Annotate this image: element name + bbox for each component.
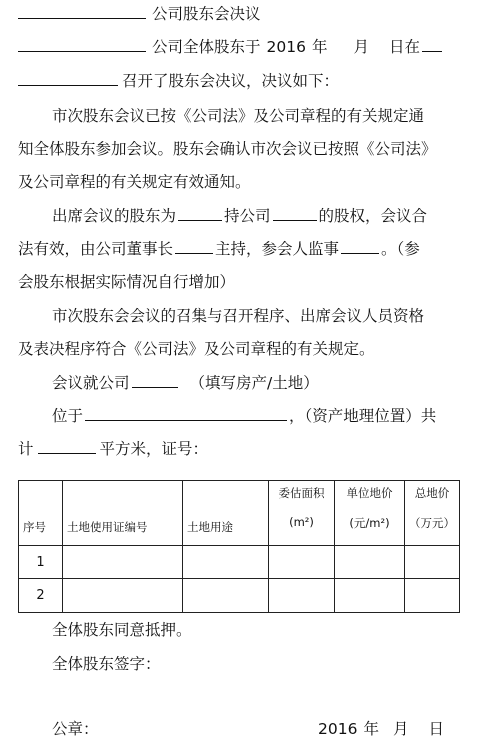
use-cell[interactable] (183, 579, 269, 613)
header-cert: 土地使用证编号 (63, 481, 183, 546)
place-blank (422, 37, 442, 52)
unit-price-cell[interactable] (335, 546, 405, 579)
land-table (18, 480, 460, 613)
para3-line2: 及表决程序符合《公司法》及公司章程的有关规定。 (18, 340, 375, 358)
supervisor-blank (341, 239, 379, 254)
consent-line: 全体股东同意抵押。 (52, 621, 192, 639)
unit-price-cell[interactable] (335, 579, 405, 613)
company-name-blank (18, 4, 146, 19)
header-total-price: 总地价 （万元） (405, 481, 460, 546)
doc-title: 公司股东会决议 (152, 5, 261, 23)
para6-line: 计 平方米，证号： (18, 440, 209, 458)
cert-cell[interactable] (63, 546, 183, 579)
signature-line: 全体股东签字： (52, 655, 161, 673)
title-line (0, 4, 483, 24)
row-seq: 1 (19, 546, 63, 579)
shareholder-blank (178, 206, 222, 221)
para2-line3: 会股东根据实际情况自行增加） (18, 273, 236, 291)
share-percent-blank (273, 206, 317, 221)
meeting-date-line: 公司全体股东于 2016 年 月 日在 (0, 37, 483, 57)
area-cell[interactable] (269, 579, 335, 613)
area-blank (38, 439, 96, 454)
row-seq: 2 (19, 579, 63, 613)
total-price-cell[interactable] (405, 579, 460, 613)
para4-line: 会议就公司 （填写房产/土地） (52, 374, 319, 392)
asset-type-blank (132, 373, 178, 388)
header-use: 土地用途 (183, 481, 269, 546)
para2-line2: 法有效，由公司董事长 主持，参会人监事 。（参 (18, 240, 420, 258)
para1-line3: 及公司章程的有关规定有效通知。 (18, 173, 251, 191)
chairman-blank (175, 239, 213, 254)
use-cell[interactable] (183, 546, 269, 579)
para2-line1: 出席会议的股东为 持公司 的股权，会议合 (52, 207, 428, 225)
meeting-held-line: 召开了股东会决议，决议如下： (0, 71, 483, 91)
header-seq: 序号 (19, 481, 63, 546)
header-area: 委估面积 (m²) (269, 481, 335, 546)
cert-cell[interactable] (63, 579, 183, 613)
para1-line2: 知全体股东参加会议。股东会确认市次会议已按照《公司法》 (18, 140, 437, 158)
header-unit-price: 单位地价 (元/m²) (335, 481, 405, 546)
sign-date: 2016 年 月 日 (318, 720, 444, 738)
table-header-row (19, 481, 460, 546)
para3-line1: 市次股东会会议的召集与召开程序、出席会议人员资格 (52, 307, 425, 325)
table-row (19, 546, 460, 579)
para1-line1: 市次股东会议已按《公司法》及公司章程的有关规定通 (52, 107, 425, 125)
place-blank-2 (18, 71, 118, 86)
location-blank (85, 406, 287, 421)
area-cell[interactable] (269, 546, 335, 579)
para5-line: 位于 ，（资产地理位置）共 (52, 407, 437, 425)
total-price-cell[interactable] (405, 546, 460, 579)
table-row (19, 579, 460, 613)
company-name-blank-2 (18, 37, 146, 52)
seal-label: 公章： (52, 720, 99, 738)
